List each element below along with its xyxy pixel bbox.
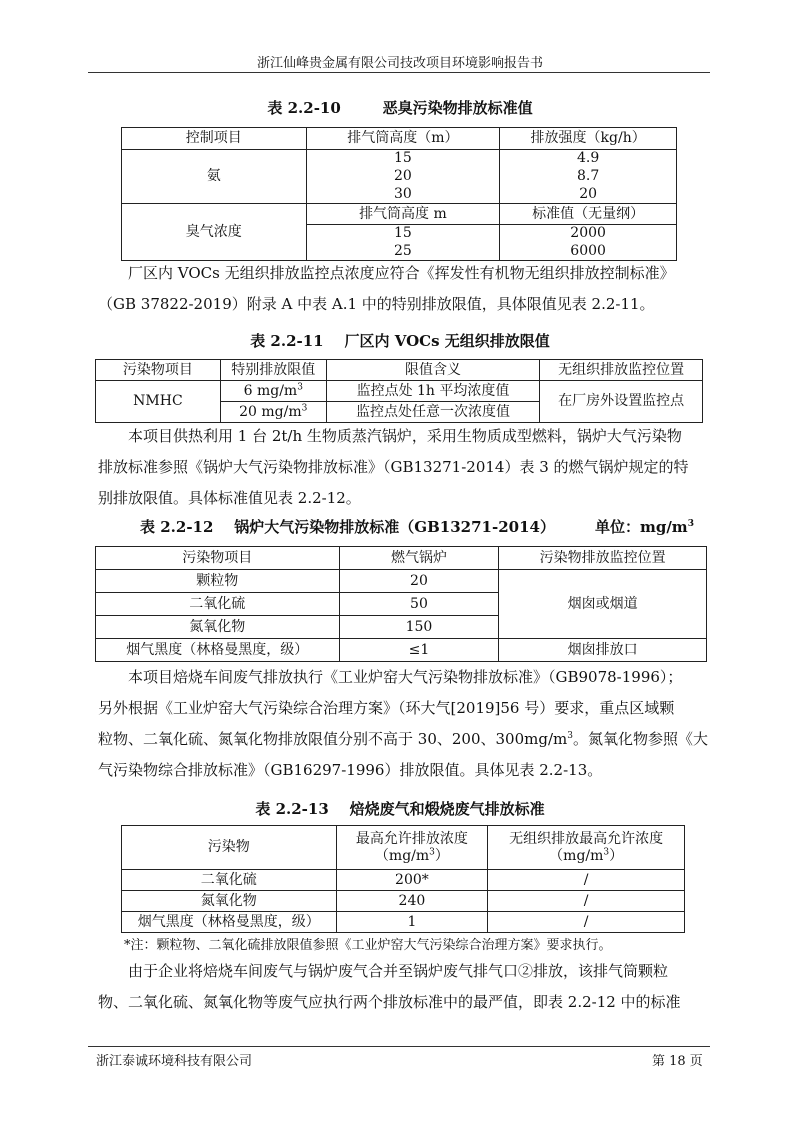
t10-odor: 臭气浓度	[122, 204, 307, 261]
t10-cell: 4.9	[500, 150, 677, 168]
t12-cell: 50	[339, 593, 499, 616]
t13-cell: 二氧化硫	[122, 870, 337, 891]
t11-meaning-2: 监控点处任意一次浓度值	[326, 402, 540, 423]
paragraph-line: 排放标准参照《锅炉大气污染物排放标准》（GB13271-2014）表 3 的燃气锅炉规定的特	[98, 458, 689, 476]
t12-unit: 单位：$mg/m^3$	[594, 518, 694, 536]
t12-cell: 二氧化硫	[96, 593, 340, 616]
table-2-2-12-caption: 表 2.2-12 锅炉大气污染物排放标准（GB13271-2014） 单位：$mg/m^3$	[140, 518, 694, 536]
table-2-2-13-caption: 表 2.2-13 焙烧废气和煅烧废气排放标准	[255, 800, 545, 818]
t12-cell: 颗粒物	[96, 570, 340, 593]
t10-header-rate: 排放强度（kg/h）	[500, 128, 677, 150]
t10-cell: 15	[306, 225, 500, 243]
t10-header-height: 排气筒高度（m）	[306, 128, 500, 150]
paragraph-line: 厂区内 VOCs 无组织排放监控点浓度应符合《挥发性有机物无组织排放控制标准》	[128, 264, 675, 282]
t12-cell: 150	[339, 616, 499, 639]
paragraph-line: 粒物、二氧化硫、氮氧化物排放限值分别不高于 30、200、$300mg/m^3$。氮氧化物参照《大	[98, 730, 708, 748]
t11-limit-2: 20 $mg/m^3$	[220, 402, 326, 423]
paragraph-line: 本项目焙烧车间废气排放执行《工业炉窑大气污染物排放标准》（GB9078-1996）；	[128, 668, 683, 686]
table-note: *注：颗粒物、二氧化硫排放限值参照《工业炉窑大气污染综合治理方案》要求执行。	[124, 938, 612, 953]
paragraph-vocs	[98, 258, 710, 320]
t11-position: 在厂房外设置监控点	[540, 381, 703, 423]
paragraph-boiler	[98, 421, 710, 514]
t13-header-item: 污染物	[122, 826, 337, 870]
t13-cell: /	[488, 870, 685, 891]
t11-header-item: 污染物项目	[96, 360, 221, 381]
t13-cell: 烟气黑度（林格曼黑度，级）	[122, 912, 337, 933]
footer-rule	[88, 1046, 710, 1047]
t12-header-position: 污染物排放监控位置	[499, 547, 707, 570]
t10-cell: 30	[306, 186, 500, 204]
table-2-2-11-caption: 表 2.2-11 厂区内 VOCs 无组织排放限值	[250, 332, 550, 350]
t13-header-max: 最高允许排放浓度 $(mg/m^3)$	[336, 826, 488, 870]
t13-cell: 240	[336, 891, 488, 912]
t13-header-fugitive: 无组织排放最高允许浓度 $(mg/m^3)$	[488, 826, 685, 870]
paragraph-line: 别排放限值。具体标准值见表 2.2-12。	[98, 489, 361, 507]
paragraph-line: 另外根据《工业炉窑大气污染综合治理方案》（环大气[2019]56 号）要求，重点区域颗	[98, 699, 675, 717]
t11-meaning-1: 监控点处 1h 平均浓度值	[326, 381, 540, 402]
paragraph-line: （GB 37822-2019）附录 A 中表 A.1 中的特别排放限值，具体限值见表 2.2-11。	[98, 295, 655, 313]
t11-header-position: 无组织排放监控位置	[540, 360, 703, 381]
table-2-2-12	[95, 546, 707, 662]
t12-cell: 烟囱排放口	[499, 639, 707, 662]
t10-cell: 20	[306, 168, 500, 186]
footer-page-number: 第 18 页	[652, 1054, 703, 1069]
t13-cell: 氮氧化物	[122, 891, 337, 912]
t13-cell: 200*	[336, 870, 488, 891]
t10-cell: 20	[500, 186, 677, 204]
t10-ammonia: 氨	[122, 150, 307, 204]
footer-company: 浙江泰诚环境科技有限公司	[96, 1054, 253, 1069]
t12-cell: ≤1	[339, 639, 499, 662]
header-rule	[88, 72, 710, 73]
table-2-2-10	[121, 127, 677, 261]
t12-header-item: 污染物项目	[96, 547, 340, 570]
t13-cell: /	[488, 891, 685, 912]
table-2-2-13	[121, 825, 685, 933]
t12-cell: 烟气黑度（林格曼黑度，级）	[96, 639, 340, 662]
t10-cell: 8.7	[500, 168, 677, 186]
t10-cell: 6000	[500, 243, 677, 261]
t11-limit-1: 6 $mg/m^3$	[220, 381, 326, 402]
t10-subheader-height: 排气筒高度 m	[306, 204, 500, 225]
t10-cell: 25	[306, 243, 500, 261]
t11-header-limit: 特别排放限值	[220, 360, 326, 381]
paragraph-line: 气污染物综合排放标准》（GB16297-1996）排放限值。具体见表 2.2-13。	[98, 761, 603, 779]
t13-cell: 1	[336, 912, 488, 933]
t11-header-meaning: 限值含义	[326, 360, 540, 381]
t13-cell: /	[488, 912, 685, 933]
paragraph-kiln	[98, 662, 710, 786]
page-header: 浙江仙峰贵金属有限公司技改项目环境影响报告书	[256, 56, 543, 71]
t12-position-chimney: 烟囱或烟道	[499, 570, 707, 639]
t11-nmhc: NMHC	[96, 381, 221, 423]
t12-cell: 20	[339, 570, 499, 593]
t10-cell: 2000	[500, 225, 677, 243]
t12-cell: 氮氧化物	[96, 616, 340, 639]
paragraph-line: 物、二氧化硫、氮氧化物等废气应执行两个排放标准中的最严值，即表 2.2-12 中的标准	[98, 993, 681, 1011]
table-2-2-10-caption: 表 2.2-10 恶臭污染物排放标准值	[267, 99, 533, 117]
t10-subheader-standard: 标准值（无量纲）	[500, 204, 677, 225]
t10-header-item: 控制项目	[122, 128, 307, 150]
t12-header-gas: 燃气锅炉	[339, 547, 499, 570]
t10-cell: 15	[306, 150, 500, 168]
table-2-2-11	[95, 359, 703, 423]
paragraph-line: 由于企业将焙烧车间废气与锅炉废气合并至锅炉废气排气口②排放，该排气筒颗粒	[128, 962, 669, 980]
paragraph-merge	[98, 956, 710, 1018]
paragraph-line: 本项目供热利用 1 台 2t/h 生物质蒸汽锅炉，采用生物质成型燃料，锅炉大气污染物	[128, 427, 682, 445]
